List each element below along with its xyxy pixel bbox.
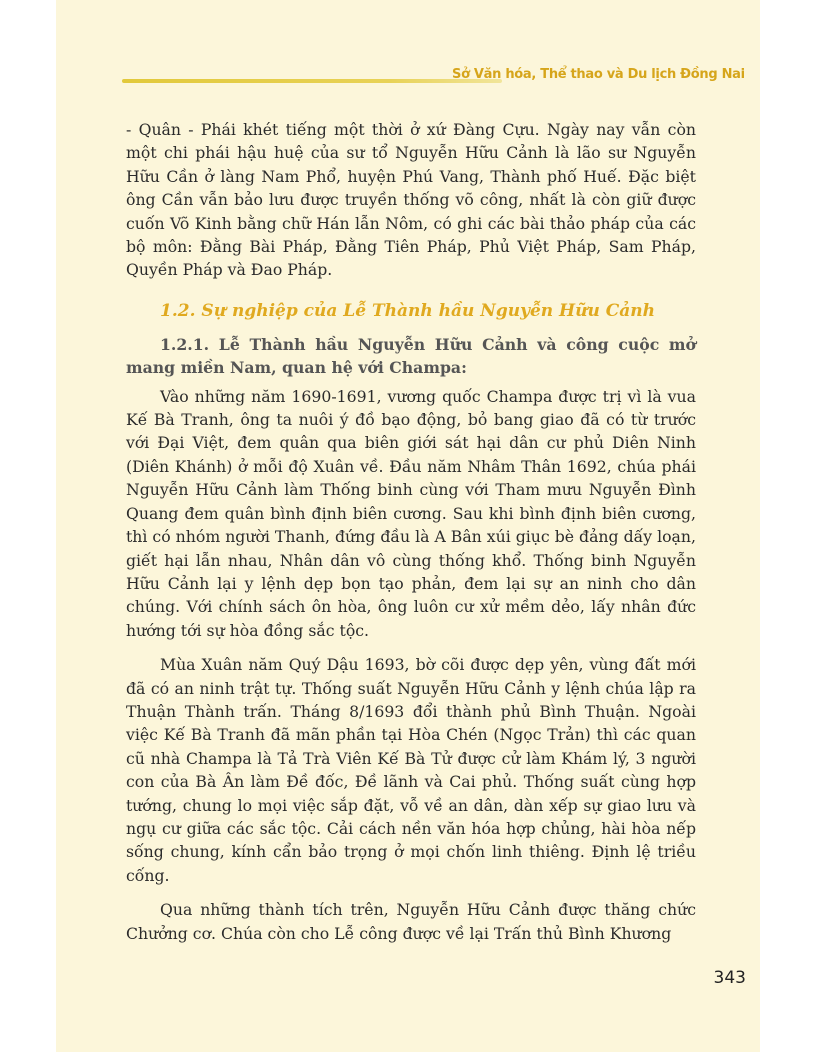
header-rule <box>122 79 502 83</box>
paragraph: - Quân - Phái khét tiếng một thời ở xứ Đàng Cựu. Ngày nay vẫn còn một chi phái hậu huệ của sư tổ Nguyễn Hữu Cảnh là lão sư Nguyễn Hữu Cần ở làng Nam Phổ, huyện Phú Vang, Thành phố Huế. Đặc biệt ông Cần vẫn bảo lưu được truyền thống võ công, nhất là còn giữ được cuốn Võ Kinh bằng chữ Hán lẫn Nôm, có ghi các bài thảo pháp của các bộ môn: Đằng Bài Pháp, Đằng Tiên Pháp, Phủ Việt Pháp, Sam Pháp, Quyền Pháp và Đao Pháp. <box>126 120 696 280</box>
section-heading: 1.2. Sự nghiệp của Lễ Thành hầu Nguyễn Hữu Cảnh <box>160 300 656 321</box>
book-page <box>56 0 760 1052</box>
paragraph: Qua những thành tích trên, Nguyễn Hữu Cảnh được thăng chức Chưởng cơ. Chúa còn cho Lễ công được về lại Trấn thủ Bình Khương <box>126 900 696 943</box>
paragraph: Mùa Xuân năm Quý Dậu 1693, bờ cõi được dẹp yên, vùng đất mới đã có an ninh trật tự. Thống suất Nguyễn Hữu Cảnh y lệnh chúa lập ra Thuận Thành trấn. Tháng 8/1693 đổi thành phủ Bình Thuận. Ngoài việc Kế Bà Tranh đã mãn phần tại Hòa Chén (Ngọc Trản) thì các quan cũ nhà Champa là Tả Trà Viên Kế Bà Tử được cử làm Khám lý, 3 người con của Bà Ân làm Đề đốc, Đề lãnh và Cai phủ. Thống suất cùng hợp tướng, chung lo mọi việc sắp đặt, vỗ về an dân, dàn xếp sự giao lưu và ngụ cư giữa các sắc tộc. Cải cách nền văn hóa hợp chủng, hài hòa nếp sống chung, kính cẩn bảo trọng ở mọi chốn linh thiêng. Định lệ triều cống. <box>126 655 696 885</box>
subsection-heading: 1.2.1. Lễ Thành hầu Nguyễn Hữu Cảnh và công cuộc mở mang miền Nam, quan hệ với Champa: <box>126 334 696 378</box>
running-header: Sở Văn hóa, Thể thao và Du lịch Đồng Nai <box>452 67 745 82</box>
paragraph: Vào những năm 1690-1691, vương quốc Champa được trị vì là vua Kế Bà Tranh, ông ta nuôi ý đồ bạo động, bỏ bang giao đã có từ trước với Đại Việt, đem quân qua biên giới sát hại dân cư phủ Diên Ninh (Diên Khánh) ở mỗi độ Xuân về. Đầu năm Nhâm Thân 1692, chúa phái Nguyễn Hữu Cảnh làm Thống binh cùng với Tham mưu Nguyễn Đình Quang đem quân bình định biên cương. Sau khi bình định biên cương, thì có nhóm người Thanh, đứng đầu là A Bân xúi giục bè đảng dấy loạn, giết hại lẫn nhau, Nhân dân vô cùng thống khổ. Thống binh Nguyễn Hữu Cảnh lại y lệnh dẹp bọn tạo phản, đem lại sự an ninh cho dân chúng. Với chính sách ôn hòa, ông luôn cư xử mềm dẻo, lấy nhân đức hướng tới sự hòa đồng sắc tộc. <box>126 386 696 640</box>
page-content <box>126 118 696 945</box>
page-number: 343 <box>713 968 746 988</box>
